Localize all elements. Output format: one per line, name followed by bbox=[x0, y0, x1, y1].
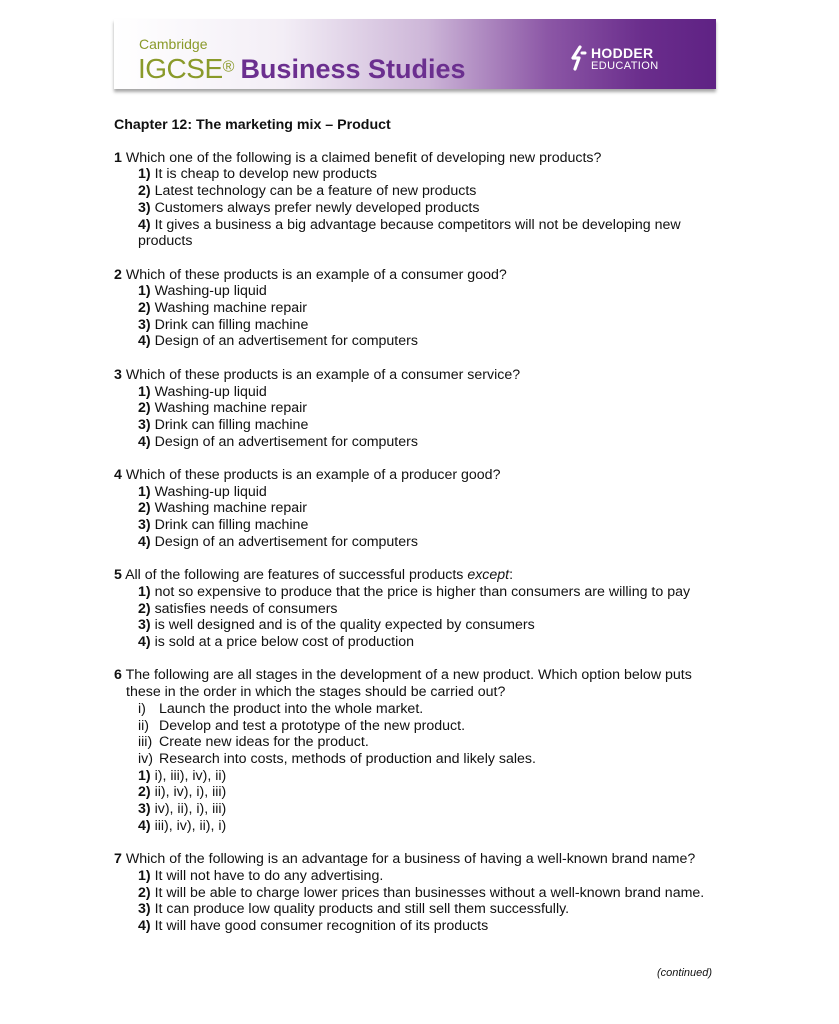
question-2 bbox=[114, 267, 724, 351]
stage-label: ii) bbox=[138, 717, 150, 734]
question-stem bbox=[114, 367, 724, 384]
stage-text: Launch the product into the whole market. bbox=[159, 700, 424, 717]
option-label: 1) bbox=[138, 767, 151, 784]
option-text: Washing machine repair bbox=[154, 300, 308, 317]
stage-item bbox=[114, 734, 724, 751]
option-label: 3) bbox=[138, 901, 151, 918]
option-text: i), iii), iv), ii) bbox=[154, 767, 227, 784]
option-label: 3) bbox=[138, 199, 151, 216]
answer-option bbox=[114, 768, 724, 785]
igcse-label: IGCSE bbox=[138, 53, 223, 84]
option-label: 2) bbox=[138, 884, 151, 901]
option-label: 3) bbox=[138, 617, 151, 634]
question-text-end: : bbox=[509, 567, 514, 584]
option-text: satisfies needs of consumers bbox=[154, 600, 338, 617]
option-label: 1) bbox=[138, 166, 151, 183]
question-number: 7 bbox=[114, 851, 122, 868]
answer-option bbox=[114, 400, 724, 417]
answer-option bbox=[114, 534, 724, 551]
option-text: is sold at a price below cost of production bbox=[154, 634, 415, 651]
question-1 bbox=[114, 150, 724, 250]
question-number: 1 bbox=[114, 149, 122, 166]
hodder-mark-icon bbox=[569, 45, 587, 73]
stage-label: iii) bbox=[138, 734, 153, 751]
stage-label: iv) bbox=[138, 750, 153, 767]
subject-title: Business Studies bbox=[240, 54, 466, 84]
option-text: It will have good consumer recognition of its products bbox=[154, 917, 489, 934]
answer-option bbox=[114, 300, 724, 317]
question-text: Which of the following is an advantage for a business of having a well-known brand name? bbox=[125, 851, 696, 868]
option-label: 1) bbox=[138, 867, 151, 884]
answer-option bbox=[114, 217, 724, 250]
answer-option bbox=[114, 384, 724, 401]
question-number: 5 bbox=[114, 567, 122, 584]
stage-text: Research into costs, methods of production and likely sales. bbox=[159, 750, 536, 767]
chapter-title: Chapter 12: The marketing mix – Product bbox=[114, 117, 391, 133]
stage-item bbox=[114, 701, 724, 718]
question-text: Which of these products is an example of a producer good? bbox=[125, 467, 501, 484]
option-text: It gives a business a big advantage because competitors will not be developing new products bbox=[138, 216, 681, 250]
answer-option bbox=[114, 634, 724, 651]
option-text: ii), iv), i), iii) bbox=[154, 784, 227, 801]
option-text: not so expensive to produce that the price is higher than consumers are willing to pay bbox=[154, 583, 691, 600]
answer-option bbox=[114, 818, 724, 835]
option-label: 1) bbox=[138, 583, 151, 600]
question-text: The following are all stages in the development of a new product. Which option below puts these in the order in which the stages should be carried out? bbox=[125, 667, 692, 701]
option-label: 3) bbox=[138, 316, 151, 333]
stage-label: i) bbox=[138, 700, 146, 717]
stage-text: Develop and test a prototype of the new product. bbox=[159, 717, 466, 734]
option-label: 3) bbox=[138, 517, 151, 534]
option-label: 2) bbox=[138, 183, 151, 200]
publisher-division: EDUCATION bbox=[591, 60, 659, 72]
answer-option bbox=[114, 901, 724, 918]
option-text: Design of an advertisement for computers bbox=[154, 533, 418, 550]
question-text: Which of these products is an example of a consumer service? bbox=[125, 366, 521, 383]
answer-option bbox=[114, 166, 724, 183]
answer-option bbox=[114, 601, 724, 618]
option-text: It is cheap to develop new products bbox=[154, 166, 377, 183]
question-number: 2 bbox=[114, 266, 122, 283]
answer-option bbox=[114, 784, 724, 801]
option-text: It will not have to do any advertising. bbox=[154, 867, 384, 884]
option-text: It will be able to charge lower prices than businesses without a well-known brand name. bbox=[154, 884, 705, 901]
option-label: 3) bbox=[138, 801, 151, 818]
registered-mark: ® bbox=[222, 58, 235, 76]
option-label: 1) bbox=[138, 283, 151, 300]
question-5 bbox=[114, 567, 724, 651]
option-text: Washing-up liquid bbox=[154, 383, 267, 400]
option-label: 4) bbox=[138, 533, 151, 550]
question-stem bbox=[114, 150, 724, 167]
continued-note: (continued) bbox=[657, 967, 713, 979]
question-stem bbox=[114, 467, 724, 484]
answer-option bbox=[114, 484, 724, 501]
option-label: 2) bbox=[138, 784, 151, 801]
option-label: 2) bbox=[138, 300, 151, 317]
option-label: 4) bbox=[138, 333, 151, 350]
option-label: 2) bbox=[138, 500, 151, 517]
question-text: Which of these products is an example of a consumer good? bbox=[125, 266, 507, 283]
option-label: 4) bbox=[138, 433, 151, 450]
question-emphasis: except bbox=[467, 567, 510, 584]
question-text: Which one of the following is a claimed benefit of developing new products? bbox=[125, 149, 602, 166]
option-label: 2) bbox=[138, 600, 151, 617]
question-text: All of the following are features of successful products bbox=[125, 567, 468, 584]
question-stem bbox=[114, 851, 724, 868]
option-label: 4) bbox=[138, 216, 151, 233]
answer-option bbox=[114, 584, 724, 601]
answer-option bbox=[114, 885, 724, 902]
answer-option bbox=[114, 183, 724, 200]
stage-item bbox=[114, 751, 724, 768]
question-number: 4 bbox=[114, 467, 122, 484]
header-banner bbox=[114, 19, 716, 89]
publisher-name: HODDER bbox=[591, 45, 654, 61]
question-stem bbox=[114, 567, 724, 584]
option-text: Washing-up liquid bbox=[154, 483, 267, 500]
option-label: 1) bbox=[138, 383, 151, 400]
option-text: Drink can filling machine bbox=[154, 517, 309, 534]
answer-option bbox=[114, 434, 724, 451]
option-text: Washing-up liquid bbox=[154, 283, 267, 300]
answer-option bbox=[114, 517, 724, 534]
option-text: It can produce low quality products and still sell them successfully. bbox=[154, 901, 570, 918]
question-number: 3 bbox=[114, 366, 122, 383]
option-text: iv), ii), i), iii) bbox=[154, 801, 227, 818]
answer-option bbox=[114, 200, 724, 217]
option-label: 4) bbox=[138, 817, 151, 834]
question-4 bbox=[114, 467, 724, 551]
question-stem bbox=[114, 667, 724, 700]
option-text: is well designed and is of the quality expected by consumers bbox=[154, 617, 535, 634]
answer-option bbox=[114, 801, 724, 818]
book-title bbox=[138, 53, 466, 85]
cambridge-label: Cambridge bbox=[139, 36, 208, 52]
question-7 bbox=[114, 851, 724, 935]
answer-option bbox=[114, 918, 724, 935]
answer-option bbox=[114, 868, 724, 885]
answer-option bbox=[114, 333, 724, 350]
option-text: Design of an advertisement for computers bbox=[154, 333, 418, 350]
option-text: Customers always prefer newly developed products bbox=[154, 199, 480, 216]
option-text: Latest technology can be a feature of new products bbox=[154, 183, 477, 200]
option-text: Design of an advertisement for computers bbox=[154, 433, 418, 450]
question-6 bbox=[114, 667, 724, 834]
option-label: 3) bbox=[138, 416, 151, 433]
answer-option bbox=[114, 317, 724, 334]
question-list bbox=[114, 150, 724, 935]
option-text: Washing machine repair bbox=[154, 500, 308, 517]
option-label: 1) bbox=[138, 483, 151, 500]
stage-text: Create new ideas for the product. bbox=[159, 734, 369, 751]
question-3 bbox=[114, 367, 724, 451]
option-label: 2) bbox=[138, 400, 151, 417]
option-text: iii), iv), ii), i) bbox=[154, 817, 227, 834]
answer-option bbox=[114, 283, 724, 300]
question-stem bbox=[114, 267, 724, 284]
stage-item bbox=[114, 718, 724, 735]
option-label: 4) bbox=[138, 917, 151, 934]
option-label: 4) bbox=[138, 634, 151, 651]
question-number: 6 bbox=[114, 667, 122, 684]
document-body bbox=[114, 117, 724, 951]
option-text: Washing machine repair bbox=[154, 400, 308, 417]
option-text: Drink can filling machine bbox=[154, 416, 309, 433]
answer-option bbox=[114, 500, 724, 517]
answer-option bbox=[114, 617, 724, 634]
answer-option bbox=[114, 417, 724, 434]
option-text: Drink can filling machine bbox=[154, 316, 309, 333]
